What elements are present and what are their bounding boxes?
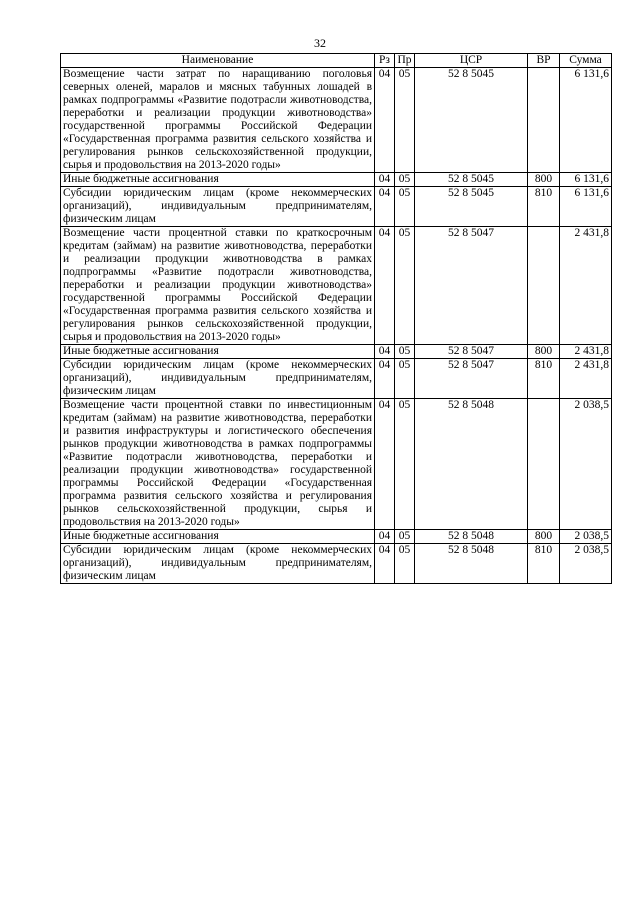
table-row — [61, 227, 612, 345]
cell-vr — [528, 227, 560, 345]
cell-pr: 05 — [395, 359, 415, 399]
cell-csr: 52 8 5045 — [415, 68, 528, 173]
cell-csr: 52 8 5047 — [415, 227, 528, 345]
cell-vr — [528, 68, 560, 173]
cell-name: Иные бюджетные ассигнования — [61, 173, 375, 187]
table-row — [61, 399, 612, 530]
cell-csr: 52 8 5045 — [415, 173, 528, 187]
cell-rz: 04 — [375, 345, 395, 359]
table-row — [61, 173, 612, 187]
header-vr: ВР — [528, 54, 560, 68]
cell-rz: 04 — [375, 227, 395, 345]
cell-name: Возмещение части процентной ставки по инвестиционным кредитам (займам) на развитие животноводства, переработки и развития инфраструктуры и логистического обеспечения рынков продукции животноводства в рамках подпрограммы «Развитие подотрасли животноводства, переработки и реализации продукции животноводства» государственной программы Российской Федерации «Государственная программа развития сельского хозяйства и регулирования рынков сельскохозяйственной продукции, сырья и продовольствия на 2013-2020 годы» — [61, 399, 375, 530]
cell-name: Иные бюджетные ассигнования — [61, 345, 375, 359]
header-name: Наименование — [61, 54, 375, 68]
cell-vr: 800 — [528, 530, 560, 544]
cell-name: Субсидии юридическим лицам (кроме некоммерческих организаций), индивидуальным предпринимателям, физическим лицам — [61, 187, 375, 227]
cell-sum: 6 131,6 — [560, 187, 612, 227]
cell-sum: 6 131,6 — [560, 173, 612, 187]
cell-csr: 52 8 5048 — [415, 530, 528, 544]
cell-rz: 04 — [375, 359, 395, 399]
table-row — [61, 530, 612, 544]
cell-csr: 52 8 5047 — [415, 345, 528, 359]
cell-rz: 04 — [375, 187, 395, 227]
cell-sum: 2 038,5 — [560, 544, 612, 584]
cell-sum: 6 131,6 — [560, 68, 612, 173]
cell-pr: 05 — [395, 227, 415, 345]
cell-pr: 05 — [395, 544, 415, 584]
cell-sum: 2 431,8 — [560, 227, 612, 345]
cell-sum: 2 431,8 — [560, 345, 612, 359]
cell-rz: 04 — [375, 68, 395, 173]
cell-rz: 04 — [375, 173, 395, 187]
header-csr: ЦСР — [415, 54, 528, 68]
cell-vr — [528, 399, 560, 530]
budget-table — [60, 53, 612, 584]
cell-sum: 2 038,5 — [560, 530, 612, 544]
page-number: 32 — [314, 36, 326, 50]
header-rz: Рз — [375, 54, 395, 68]
cell-csr: 52 8 5047 — [415, 359, 528, 399]
cell-name: Субсидии юридическим лицам (кроме некоммерческих организаций), индивидуальным предпринимателям, физическим лицам — [61, 359, 375, 399]
cell-rz: 04 — [375, 530, 395, 544]
table-row — [61, 187, 612, 227]
cell-csr: 52 8 5048 — [415, 399, 528, 530]
cell-csr: 52 8 5045 — [415, 187, 528, 227]
cell-pr: 05 — [395, 345, 415, 359]
cell-vr: 810 — [528, 359, 560, 399]
cell-rz: 04 — [375, 544, 395, 584]
cell-pr: 05 — [395, 530, 415, 544]
cell-pr: 05 — [395, 68, 415, 173]
table-row — [61, 359, 612, 399]
cell-csr: 52 8 5048 — [415, 544, 528, 584]
cell-name: Возмещение части затрат по наращиванию поголовья северных оленей, маралов и мясных табунных лошадей в рамках подпрограммы «Развитие подотрасли животноводства, переработки и реализации продукции животноводства» государственной программы Российской Федерации «Государственная программа развития сельского хозяйства и регулирования рынков сельскохозяйственной продукции, сырья и продовольствия на 2013-2020 годы» — [61, 68, 375, 173]
cell-name: Иные бюджетные ассигнования — [61, 530, 375, 544]
cell-sum: 2 431,8 — [560, 359, 612, 399]
cell-name: Возмещение части процентной ставки по краткосрочным кредитам (займам) на развитие животноводства, переработки и реализации продукции животноводства в рамках подпрограммы «Развитие подотрасли животноводства, переработки и реализации продукции животноводства» государственной программы Российской Федерации «Государственная программа развития сельского хозяйства и регулирования рынков сельскохозяйственной продукции, сырья и продовольствия на 2013-2020 годы» — [61, 227, 375, 345]
table-row — [61, 68, 612, 173]
cell-rz: 04 — [375, 399, 395, 530]
cell-vr: 810 — [528, 187, 560, 227]
cell-vr: 800 — [528, 173, 560, 187]
cell-pr: 05 — [395, 399, 415, 530]
table-row — [61, 544, 612, 584]
cell-vr: 810 — [528, 544, 560, 584]
header-pr: Пр — [395, 54, 415, 68]
table-row — [61, 345, 612, 359]
cell-vr: 800 — [528, 345, 560, 359]
cell-pr: 05 — [395, 173, 415, 187]
table-header-row — [61, 54, 612, 68]
cell-name: Субсидии юридическим лицам (кроме некоммерческих организаций), индивидуальным предпринимателям, физическим лицам — [61, 544, 375, 584]
cell-sum: 2 038,5 — [560, 399, 612, 530]
header-sum: Сумма — [560, 54, 612, 68]
cell-pr: 05 — [395, 187, 415, 227]
